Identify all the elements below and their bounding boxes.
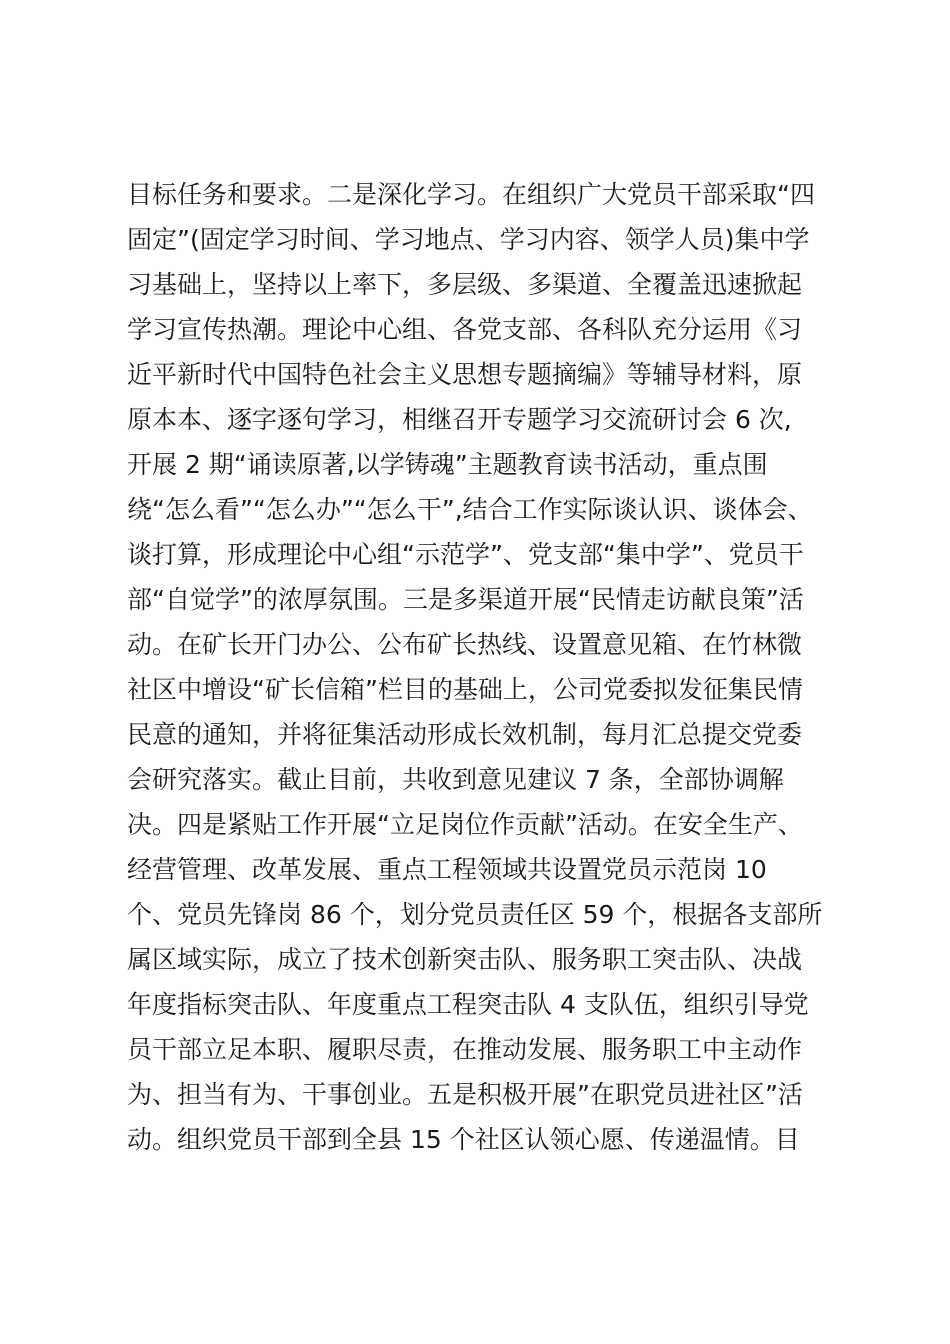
text-line: 谈打算，形成理论中心组“示范学”、党支部“集中学”、党员干	[127, 540, 804, 569]
text-line: 绕“怎么看”“怎么办”“怎么干”,结合工作实际谈认识、谈体会、	[127, 495, 813, 524]
text-line: 属区域实际，成立了技术创新突击队、服务职工突击队、决战	[127, 945, 803, 974]
text-line: 学习宣传热潮。理论中心组、各党支部、各科队充分运用《习	[127, 315, 803, 344]
text-line: 决。四是紧贴工作开展“立足岗位作贡献”活动。在安全生产、	[127, 810, 803, 839]
text-line: 年度指标突击队、年度重点工程突击队 4 支队伍，组织引导党	[127, 990, 809, 1019]
text-line: 开展 2 期“诵读原著,以学铸魂”主题教育读书活动，重点围	[127, 450, 768, 479]
text-line: 习基础上，坚持以上率下，多层级、多渠道、全覆盖迅速掀起	[127, 270, 803, 299]
text-line: 目标任务和要求。二是深化学习。在组织广大党员干部采取“四	[127, 180, 815, 209]
text-line: 个、党员先锋岗 86 个，划分党员责任区 59 个，根据各支部所	[127, 900, 823, 929]
text-line: 会研究落实。截止目前，共收到意见建议 7 条，全部协调解	[127, 765, 784, 794]
text-line: 近平新时代中国特色社会主义思想专题摘编》等辅导材料，原	[127, 360, 803, 389]
text-line: 经营管理、改革发展、重点工程领域共设置党员示范岗 10	[127, 855, 767, 884]
text-line: 民意的通知，并将征集活动形成长效机制，每月汇总提交党委	[127, 720, 803, 749]
text-line: 固定”(固定学习时间、学习地点、学习内容、领学人员)集中学	[127, 225, 810, 254]
text-line: 社区中增设“矿长信箱”栏目的基础上，公司党委拟发征集民情	[127, 675, 803, 704]
text-line: 原本本、逐字逐句学习，相继召开专题学习交流研讨会 6 次,	[127, 405, 792, 434]
text-line: 为、担当有为、干事创业。五是积极开展”在职党员进社区”活	[127, 1080, 803, 1109]
text-line: 部“自觉学”的浓厚氛围。三是多渠道开展“民情走访献良策”活	[127, 585, 804, 614]
text-line: 动。在矿长开门办公、公布矿长热线、设置意见箱、在竹林微	[127, 630, 803, 659]
text-line: 员干部立足本职、履职尽责，在推动发展、服务职工中主动作	[127, 1035, 803, 1064]
text-line: 动。组织党员干部到全县 15 个社区认领心愿、传递温情。目	[127, 1125, 800, 1154]
